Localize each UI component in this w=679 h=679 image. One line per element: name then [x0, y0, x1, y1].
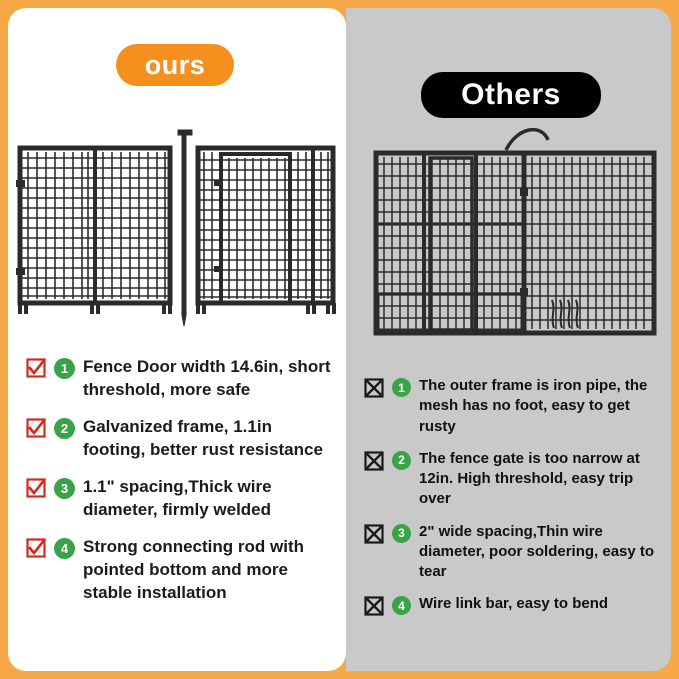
list-item — [364, 449, 657, 510]
item-text: The outer frame is iron pipe, the mesh has no foot, easy to get rusty — [419, 377, 648, 435]
item-number: 1 — [54, 358, 75, 379]
list-item — [364, 594, 657, 616]
ours-fence-svg — [8, 118, 346, 343]
others-panel — [346, 8, 671, 671]
others-feature-list — [364, 376, 657, 628]
item-number: 3 — [54, 478, 75, 499]
ours-feature-list — [26, 356, 332, 618]
check-mark-icon — [26, 418, 46, 438]
item-number: 2 — [54, 418, 75, 439]
list-item — [26, 476, 332, 522]
ours-badge-label: ours — [144, 49, 206, 80]
ours-fence-illustration — [8, 118, 346, 343]
item-number: 4 — [392, 596, 411, 615]
item-number: 3 — [392, 524, 411, 543]
cross-mark-icon — [364, 378, 384, 398]
others-fence-svg — [346, 128, 671, 348]
list-item — [26, 356, 332, 402]
check-mark-icon — [26, 478, 46, 498]
check-mark-icon — [26, 538, 46, 558]
list-item — [364, 376, 657, 437]
item-text: The fence gate is too narrow at 12in. High threshold, easy trip over — [419, 449, 640, 508]
others-badge-label: Others — [461, 78, 561, 111]
ours-badge — [116, 44, 234, 86]
ours-panel — [8, 8, 346, 671]
item-text: Strong connecting rod with pointed bottom and more stable installation — [83, 536, 304, 602]
item-text: 2" wide spacing,Thin wire diameter, poor soldering, easy to tear — [419, 522, 655, 580]
item-text: 1.1" spacing,Thick wire diameter, firmly welded — [83, 476, 272, 519]
item-text: Fence Door width 14.6in, short threshold, more safe — [83, 357, 331, 399]
cross-mark-icon — [364, 451, 384, 471]
item-text: Galvanized frame, 1.1in footing, better rust resistance — [83, 416, 323, 459]
list-item — [26, 416, 332, 462]
cross-mark-icon — [364, 596, 384, 616]
check-mark-icon — [26, 358, 46, 378]
list-item — [26, 536, 332, 605]
cross-mark-icon — [364, 524, 384, 544]
item-number: 4 — [54, 538, 75, 559]
others-badge — [421, 72, 601, 118]
list-item — [364, 522, 657, 583]
item-number: 1 — [392, 378, 411, 397]
item-number: 2 — [392, 451, 411, 470]
others-fence-illustration — [346, 128, 671, 348]
item-text: Wire link bar, easy to bend — [419, 595, 609, 613]
